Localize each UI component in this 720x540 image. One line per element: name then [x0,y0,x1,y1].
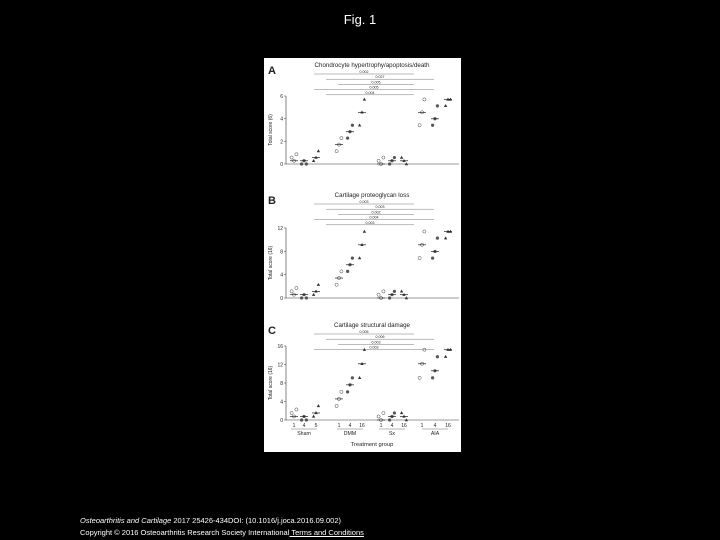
data-point [393,290,396,293]
p-value-label: 0.003 [365,220,375,225]
x-tick-label: 1 [337,423,341,429]
data-point [363,98,366,101]
x-tick-label: 1 [420,423,424,429]
caption-journal: Osteoarthritis and Cartilage [80,516,172,525]
p-value-label: 0.005 [359,330,369,334]
data-point [436,355,439,358]
data-point [400,411,403,414]
terms-and-conditions-link[interactable]: Terms and Conditions [289,528,364,537]
data-point [423,98,426,101]
data-point [418,257,421,260]
group-label: DMM [343,431,357,437]
data-point [388,418,391,421]
data-point [300,296,303,299]
data-point [418,124,421,127]
caption-citation [80,515,341,527]
data-point [335,283,338,286]
y-axis-label: Total score (6) [268,114,274,146]
data-point [431,124,434,127]
data-point [431,257,434,260]
data-point [340,270,343,273]
data-point [358,256,361,259]
data-point [317,283,320,286]
panel-letter: C [268,325,276,337]
y-tick-label: 0 [280,162,283,168]
y-tick-label: 4 [280,272,283,279]
data-point [340,137,343,140]
data-point [295,408,298,411]
data-point [300,162,303,165]
data-point [393,411,396,414]
data-point [312,415,315,418]
data-point [335,404,338,407]
p-value-label: 0.005 [369,85,379,90]
data-point [400,156,403,159]
data-point [295,153,298,156]
data-point [423,230,426,233]
data-point [346,390,349,393]
y-tick-label: 8 [280,249,283,256]
data-point [444,355,447,358]
data-point [340,390,343,393]
x-tick-label: 16 [359,423,365,429]
data-point [444,236,447,239]
data-point [377,415,380,418]
data-point [388,296,391,299]
p-value-label: 0.006 [375,335,385,340]
y-tick-label: 0 [280,296,283,302]
data-point [436,104,439,107]
data-point [290,411,293,414]
data-point [363,230,366,233]
data-point [305,418,308,421]
caption-copyright: Copyright © 2016 Osteoarthritis Research Society International [80,528,290,537]
data-point [346,137,349,140]
y-tick-label: 16 [277,344,283,350]
y-tick-label: 4 [280,116,283,123]
data-point [351,376,354,379]
y-axis-label: Total score (16) [268,245,274,281]
figure-image [264,58,461,452]
p-value-label: 0.005 [371,80,381,85]
caption-citation-text: 2017 25426-434DOI: (10.1016/j.joca.2016.09.002) [171,516,342,525]
x-tick-label: 1 [379,423,383,429]
data-point [312,159,315,162]
data-point [393,156,396,159]
data-point [436,237,439,240]
data-point [295,286,298,289]
p-value-label: 0.027 [375,75,385,80]
data-point [346,270,349,273]
data-point [358,376,361,379]
panel-letter: B [268,195,276,207]
p-value-label: 0.004 [369,215,379,220]
data-point [444,104,447,107]
x-tick-label: 16 [401,423,407,429]
p-value-label: 0.002 [371,210,381,215]
p-value-label: 0.003 [375,205,385,210]
data-point [377,159,380,162]
y-tick-label: 8 [280,381,283,387]
data-point [358,123,361,126]
data-point [300,418,303,421]
p-value-label: 0.002 [359,70,369,74]
p-value-label: 0.003 [359,200,369,204]
slide-title: Fig. 1 [343,12,377,27]
y-tick-label: 12 [277,226,283,232]
data-point [377,293,380,296]
y-tick-label: 0 [280,418,283,424]
data-point [305,162,308,165]
panel-title: Chondrocyte hypertrophy/apoptosis/death [314,62,430,69]
p-value-label: 0.003 [369,345,379,350]
panel-letter: A [268,65,276,77]
data-point [351,257,354,260]
p-value-label: 0.004 [365,90,375,95]
data-point [382,290,385,293]
y-tick-label: 4 [280,399,283,406]
group-label: Sham [297,431,311,437]
data-point [388,162,391,165]
figure-panels [264,58,461,452]
p-value-label: 0.003 [371,340,381,345]
data-point [418,376,421,379]
panel-title: Cartilage structural damage [333,322,411,329]
data-point [317,149,320,152]
data-point [317,404,320,407]
x-tick-label: 5 [314,423,318,429]
group-label: AIA [430,431,440,437]
x-tick-label: 4 [433,423,437,429]
y-axis-label: Total score (16) [268,365,274,401]
data-point [400,290,403,293]
data-point [382,156,385,159]
x-tick-label: 16 [445,423,451,429]
y-tick-label: 6 [280,94,283,100]
data-point [335,149,338,152]
panel-title: Cartilage proteoglycan loss [334,192,410,199]
x-tick-label: 4 [348,423,352,429]
y-tick-label: 2 [280,139,283,146]
data-point [382,411,385,414]
data-point [351,124,354,127]
y-tick-label: 12 [277,362,283,369]
x-tick-label: 1 [292,423,296,429]
data-point [290,290,293,293]
data-point [312,293,315,296]
x-axis-label: Treatment group [350,442,394,448]
data-point [305,296,308,299]
x-tick-label: 4 [390,423,394,429]
data-point [290,156,293,159]
data-point [431,376,434,379]
group-label: Sx [388,431,396,437]
caption-copyright-line [80,528,364,537]
x-tick-label: 4 [302,423,306,429]
